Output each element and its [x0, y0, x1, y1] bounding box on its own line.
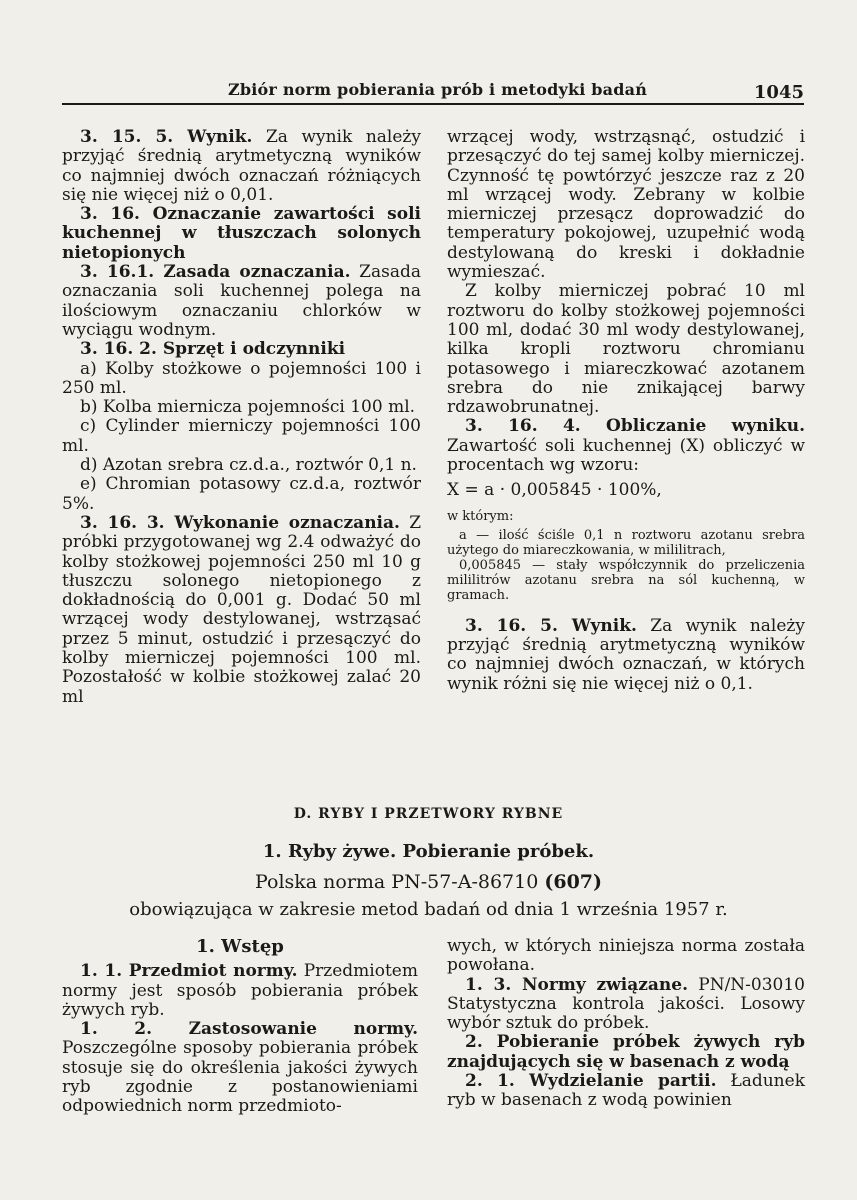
paragraph-heading: 2. 1. Wydzielanie partii. [465, 1071, 717, 1092]
subsection-title: 1. Ryby żywe. Pobieranie próbek. [262, 841, 595, 862]
paragraph-heading: 3. 16. 4. Obliczanie wyniku. [465, 416, 805, 437]
paragraph-3-16-1 [62, 263, 421, 340]
where-definition-coefficient: 0,005845 — stały współczynnik do przeliczenia mililitrów azotanu srebra na sól kuchenną, w gramach. [447, 557, 805, 603]
section-heading-3-16: 3. 16. Oznaczanie zawartości soli kuchennej w tłuszczach solonych nietopionych [62, 204, 421, 263]
paragraph-3-16-4 [447, 417, 805, 475]
paragraph-heading: 3. 16.1. Zasada oznaczania. [80, 262, 351, 283]
norm-number: (607) [544, 871, 602, 893]
paragraph-1-2 [62, 1020, 418, 1116]
paragraph-text: Przedmiotem normy jest sposób pobierania próbek żywych ryb. [62, 961, 418, 1020]
norm-line [0, 871, 857, 893]
header-title: Zbiór norm pobierania prób i metodyki badań [228, 80, 648, 99]
upper-right-column [447, 128, 805, 694]
paragraph-text: Za wynik należy przyjąć średnią arytmetyczną wyników co najmniej dwóch oznaczań różniących się nie więcej niż o 0,01. [62, 127, 421, 205]
list-item: b) Kolba miernicza pojemności 100 ml. [80, 397, 416, 418]
list-item: e) Chromian potasowy cz.d.a, roztwór 5%. [62, 474, 421, 514]
where-label: w którym: [447, 508, 514, 524]
paragraph-text: Zawartość soli kuchennej (X) obliczyć w procentach wg wzoru: [447, 435, 805, 476]
paragraph-3-16-5 [447, 617, 805, 694]
paragraph-continued: wych, w których niniejsza norma została powołana. [447, 936, 805, 976]
section-d-title: D. RYBY I PRZETWORY RYBNE [293, 806, 564, 822]
paragraph-text: Za wynik należy przyjąć średnią arytmetyczną wyników co najmniej dwóch oznaczań, w których wynik różni się nie więcej niż o 0,1. [447, 615, 805, 694]
paragraph-heading: 3. 16. 5. Wynik. [465, 615, 637, 636]
header-rule [62, 103, 804, 105]
paragraph-text: Z próbki przygotowanej wg 2.4 odważyć do kolby stożkowej pojemności 250 ml 10 g tłuszczu solonego nietopionego z dokładnością do 0,001 g. Dodać 50 ml wrzącej wody destylowanej, wstrząsać przez 5 minut, ostudzić i przesączyć do kolby mierniczej pojemności 100 ml. Pozostałość w kolbie stożkowej zalać 20 ml [62, 512, 422, 707]
paragraph-2-1 [447, 1072, 805, 1111]
lower-left-column [62, 937, 418, 1117]
paragraph-text: PN/N-03010 Statystyczna kontrola jakości. Losowy wybór sztuk do próbek. [447, 974, 805, 1034]
where-definition-a: a — ilość ściśle 0,1 n roztworu azotanu srebra użytego do miareczkowania, w mililitrach, [447, 527, 805, 558]
running-header [62, 80, 804, 106]
upper-left-column [62, 128, 421, 707]
paragraph-heading: 1. 2. Zastosowanie normy. [80, 1019, 418, 1040]
section-heading-3-16-2: 3. 16. 2. Sprzęt i odczynniki [80, 339, 346, 360]
paragraph-titration: Z kolby mierniczej pobrać 10 ml roztworu do kolby stożkowej pojemności 100 ml, dodać 30 ml wody destylowanej, kilka kropli roztworu chromianu potasowego i miareczkować azotanem srebra do nie znikającej barwy rdzawobrunatnej. [447, 281, 805, 418]
paragraph-text: Zasada oznaczania soli kuchennej polega na ilościowym oznaczaniu chlorków w wyciągu wodnym. [62, 262, 421, 340]
formula: X = a · 0,005845 · 100%, [447, 480, 662, 501]
list-item: a) Kolby stożkowe o pojemności 100 i 250 ml. [62, 358, 421, 398]
section-heading-2: 2. Pobieranie próbek żywych ryb znajdujących się w basenach z wodą [447, 1032, 805, 1072]
paragraph-text: Poszczególne sposoby pobierania próbek stosuje się do określenia jakości żywych ryb zgodnie z postanowieniami odpowiednich norm przedmioto- [62, 1038, 418, 1117]
list-item: c) Cylinder mierniczy pojemności 100 ml. [62, 416, 421, 456]
list-item: d) Azotan srebra cz.d.a., roztwór 0,1 n. [80, 455, 417, 476]
paragraph-heading: 3. 16. 3. Wykonanie oznaczania. [80, 512, 400, 533]
paragraph-continued: wrzącej wody, wstrząsnąć, ostudzić i przesączyć do tej samej kolby mierniczej. Czynność tę powtórzyć jeszcze raz z 20 ml wrzącej wody. Zebrany w kolbie mierniczej przesącz doprowadzić do temperatury pokojowej, uzupełnić wodą destylowaną do kreski i dokładnie wymieszać. [447, 127, 805, 283]
norm-text: Polska norma PN-57-A-86710 [255, 871, 539, 893]
intro-heading: 1. Wstęp [196, 936, 284, 957]
paragraph-3-15-5 [62, 128, 421, 205]
lower-right-column [447, 937, 805, 1111]
paragraph-1-3 [447, 976, 805, 1034]
paragraph-1-1 [62, 962, 418, 1020]
paragraph-text: Ładunek ryb w basenach z wodą powinien [447, 1071, 805, 1111]
paragraph-3-16-3 [62, 514, 421, 707]
paragraph-heading: 3. 15. 5. Wynik. [80, 127, 253, 147]
paragraph-heading: 1. 1. Przedmiot normy. [80, 961, 298, 982]
paragraph-heading: 1. 3. Normy związane. [465, 974, 688, 995]
obligatory-line: obowiązująca w zakresie metod badań od dnia 1 września 1957 r. [129, 899, 728, 920]
page-number: 1045 [753, 82, 804, 103]
